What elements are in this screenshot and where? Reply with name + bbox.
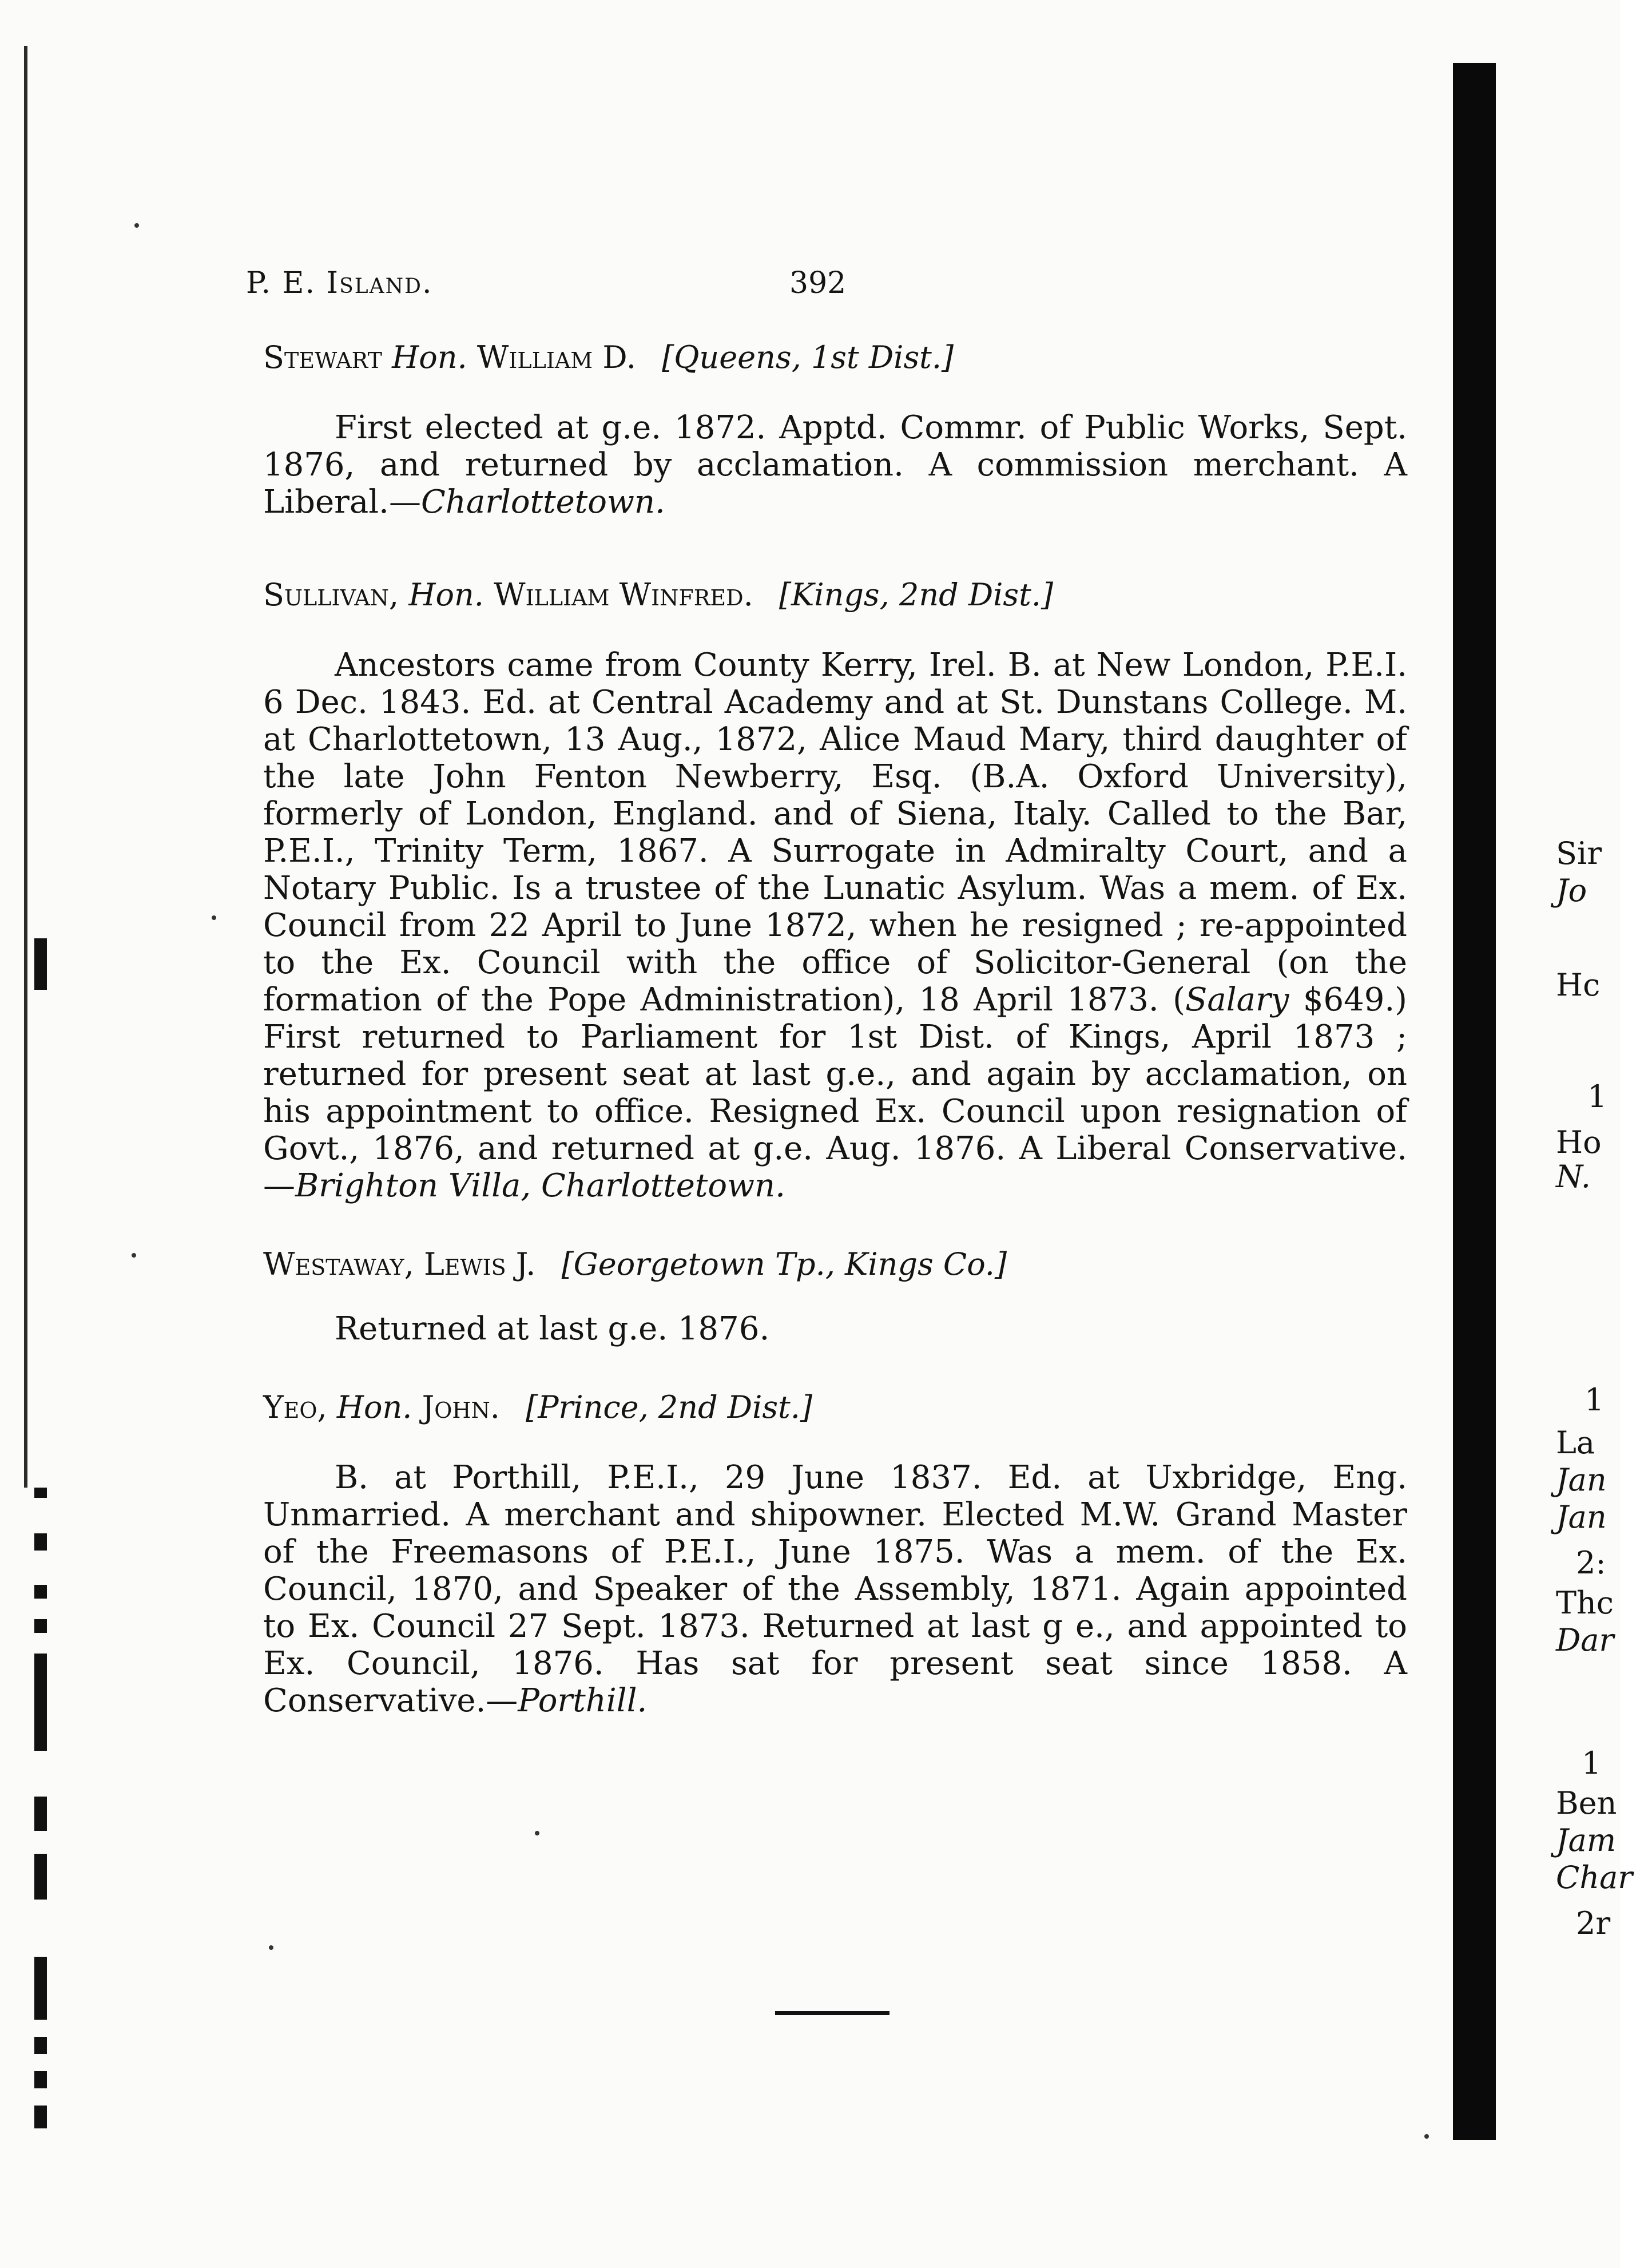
gutter-shadow: [1453, 63, 1496, 2140]
entry-given-names: William Winfred.: [494, 577, 753, 613]
salary-label: Salary: [1185, 981, 1289, 1018]
entry-body-sullivan: Ancestors came from County Kerry, Irel. B. at New London, P.E.I. 6 Dec. 1843. Ed. at Central Academy and at St. Dunstans College. M. at Charlottetown, 13 Aug., 1872, Alice Maud Mary, third daughter of the late John Fenton Newberry, Esq. (B.A. Oxford University), formerly of London, England. and of Siena, Italy. Called to the Bar, P.E.I., Trinity Term, 1867. A Surrogate in Admiralty Court, and a Notary Public. Is a trustee of the Lunatic Asylum. Was a mem. of Ex. Council from 22 April to June 1872, when he resigned ; re-appointed to the Ex. Council with the office of Solicitor-General (on the formation of the Pope Administration), 18 April 1873. (Salary $649.) First returned to Parliament for 1st Dist. of Kings, April 1873 ; returned for present seat at last g.e., and again by acclamation, on his appointment to office. Resigned Ex. Council upon resignation of Govt., 1876, and returned at g.e. Aug. 1876. A Liberal Conservative.—Brighton Villa, Charlottetown.: [263, 647, 1407, 1204]
margin-fragment: N.: [1556, 1159, 1591, 1195]
entry-given-names: William D.: [476, 339, 636, 375]
binding-mark: [34, 1957, 47, 2020]
margin-fragment: Ho: [1556, 1124, 1602, 1160]
binding-mark: [34, 1797, 47, 1831]
scan-speck: [132, 1253, 136, 1258]
scan-speck: [535, 1831, 539, 1835]
page-header: [246, 266, 864, 306]
margin-fragment: Hc: [1556, 967, 1601, 1003]
margin-fragment: 1: [1585, 1382, 1605, 1418]
entry-given-names: John.: [422, 1389, 500, 1425]
margin-fragment: Jan: [1556, 1499, 1607, 1535]
entry-paragraph: B. at Porthill, P.E.I., 29 June 1837. Ed. at Uxbridge, Eng. Unmarried. A merchant and shipowner. Elected M.W. Grand Master of the Freemasons of P.E.I., June 1875. Was a mem. of the Ex. Council, 1870, and Speaker of the Assembly, 1871. Again appointed to Ex. Council 27 Sept. 1873. Returned at last g e., and appointed to Ex. Council, 1876. Has sat for present seat since 1858. A Conservative.: [263, 1459, 1407, 1719]
entry-heading-yeo: [263, 1387, 1407, 1428]
entry-given-names: Lewis J.: [423, 1246, 536, 1282]
binding-edge: [24, 46, 27, 1488]
entry-surname: Stewart: [263, 339, 382, 375]
binding-mark: [34, 1585, 47, 1599]
running-title: P. E. Island.: [246, 266, 433, 300]
margin-fragment: 1: [1587, 1079, 1607, 1115]
entry-honorific: Hon.: [336, 1389, 412, 1425]
binding-mark: [34, 1654, 47, 1751]
scan-speck: [134, 223, 139, 228]
margin-fragment: 2:: [1576, 1545, 1606, 1581]
margin-fragment: Jam: [1556, 1822, 1617, 1858]
margin-fragment: Ben: [1556, 1785, 1617, 1821]
margin-fragment: 1: [1582, 1745, 1602, 1781]
margin-fragment: Char: [1556, 1859, 1633, 1896]
salary-value: $649.: [1302, 981, 1395, 1018]
entry-residence: Brighton Villa, Charlottetown.: [295, 1167, 785, 1204]
binding-mark: [34, 1619, 47, 1633]
entry-paragraph: Returned at last g.e. 1876.: [335, 1310, 770, 1347]
entry-constituency: [Queens, 1st Dist.]: [662, 339, 954, 375]
margin-fragment: Sir: [1556, 835, 1602, 871]
scan-speck: [212, 915, 216, 920]
entry-paragraph: First elected at g.e. 1872. Apptd. Commr. of Public Works, Sept. 1876, and returned by acclamation. A commission merchant. A Liberal.: [263, 409, 1407, 521]
page-body: [263, 338, 1407, 1719]
margin-fragment: Dar: [1556, 1622, 1614, 1658]
entry-honorific: Hon.: [392, 339, 467, 375]
binding-mark: [34, 2037, 47, 2054]
scan-speck: [1424, 2134, 1429, 2139]
entry-paragraph: Ancestors came from County Kerry, Irel. B. at New London, P.E.I. 6 Dec. 1843. Ed. at Central Academy and at St. Dunstans College. M. at Charlottetown, 13 Aug., 1872, Alice Maud Mary, third daughter of the late John Fenton Newberry, Esq. (B.A. Oxford University), formerly of London, England. and of Siena, Italy. Called to the Bar, P.E.I., Trinity Term, 1867. A Surrogate in Admiralty Court, and a Notary Public. Is a trustee of the Lunatic Asylum. Was a mem. of Ex. Council from 22 April to June 1872, when he resigned ; re-appointed to the Ex. Council with the office of Solicitor-General (on the formation of the Pope Administration), 18 April 1873.: [263, 647, 1407, 1018]
entry-constituency: [Prince, 2nd Dist.]: [526, 1389, 813, 1425]
binding-mark: [34, 938, 47, 990]
entry-constituency: [Kings, 2nd Dist.]: [779, 577, 1054, 613]
entry-body-yeo: B. at Porthill, P.E.I., 29 June 1837. Ed. at Uxbridge, Eng. Unmarried. A merchant and shipowner. Elected M.W. Grand Master of the Freemasons of P.E.I., June 1875. Was a mem. of the Ex. Council, 1870, and Speaker of the Assembly, 1871. Again appointed to Ex. Council 27 Sept. 1873. Returned at last g e., and appointed to Ex. Council, 1876. Has sat for present seat since 1858. A Conservative.—Porthill.: [263, 1459, 1407, 1719]
section-end-rule: [775, 2011, 889, 2015]
page-number: 392: [789, 266, 847, 300]
entry-paragraph-continued: First returned to Parliament for 1st Dist. of Kings, April 1873 ; returned for present seat at last g.e., and again by acclamation, on his appointment to office. Resigned Ex. Council upon resignation of Govt., 1876, and returned at g.e. Aug. 1876. A Liberal Conservative.: [263, 1018, 1407, 1167]
entry-heading-sullivan: [263, 575, 1407, 615]
entry-residence: Porthill.: [518, 1682, 648, 1719]
binding-mark: [34, 1533, 47, 1551]
margin-fragment: 2r: [1576, 1905, 1611, 1941]
scan-speck: [269, 1945, 273, 1950]
entry-surname: Westaway,: [263, 1246, 414, 1282]
entry-surname: Yeo,: [263, 1389, 327, 1425]
entry-residence: Charlottetown.: [420, 483, 665, 521]
binding-mark: [34, 1854, 47, 1900]
entry-heading-stewart: [263, 338, 1407, 378]
entry-body-westaway: [263, 1310, 1407, 1347]
margin-fragment: Jo: [1556, 873, 1587, 909]
margin-fragment: Thc: [1556, 1585, 1614, 1621]
entry-body-stewart: First elected at g.e. 1872. Apptd. Commr. of Public Works, Sept. 1876, and returned by acclamation. A commission merchant. A Liberal.—Charlottetown.: [263, 409, 1407, 521]
entry-heading-westaway: [263, 1244, 1407, 1284]
binding-mark: [34, 2071, 47, 2088]
margin-fragment: Jan: [1556, 1462, 1607, 1498]
binding-mark: [34, 1488, 47, 1498]
binding-mark: [34, 2106, 47, 2128]
entry-honorific: Hon.: [408, 577, 484, 613]
margin-fragment: La: [1556, 1425, 1595, 1461]
entry-constituency: [Georgetown Tp., Kings Co.]: [561, 1246, 1007, 1282]
entry-surname: Sullivan,: [263, 577, 399, 613]
